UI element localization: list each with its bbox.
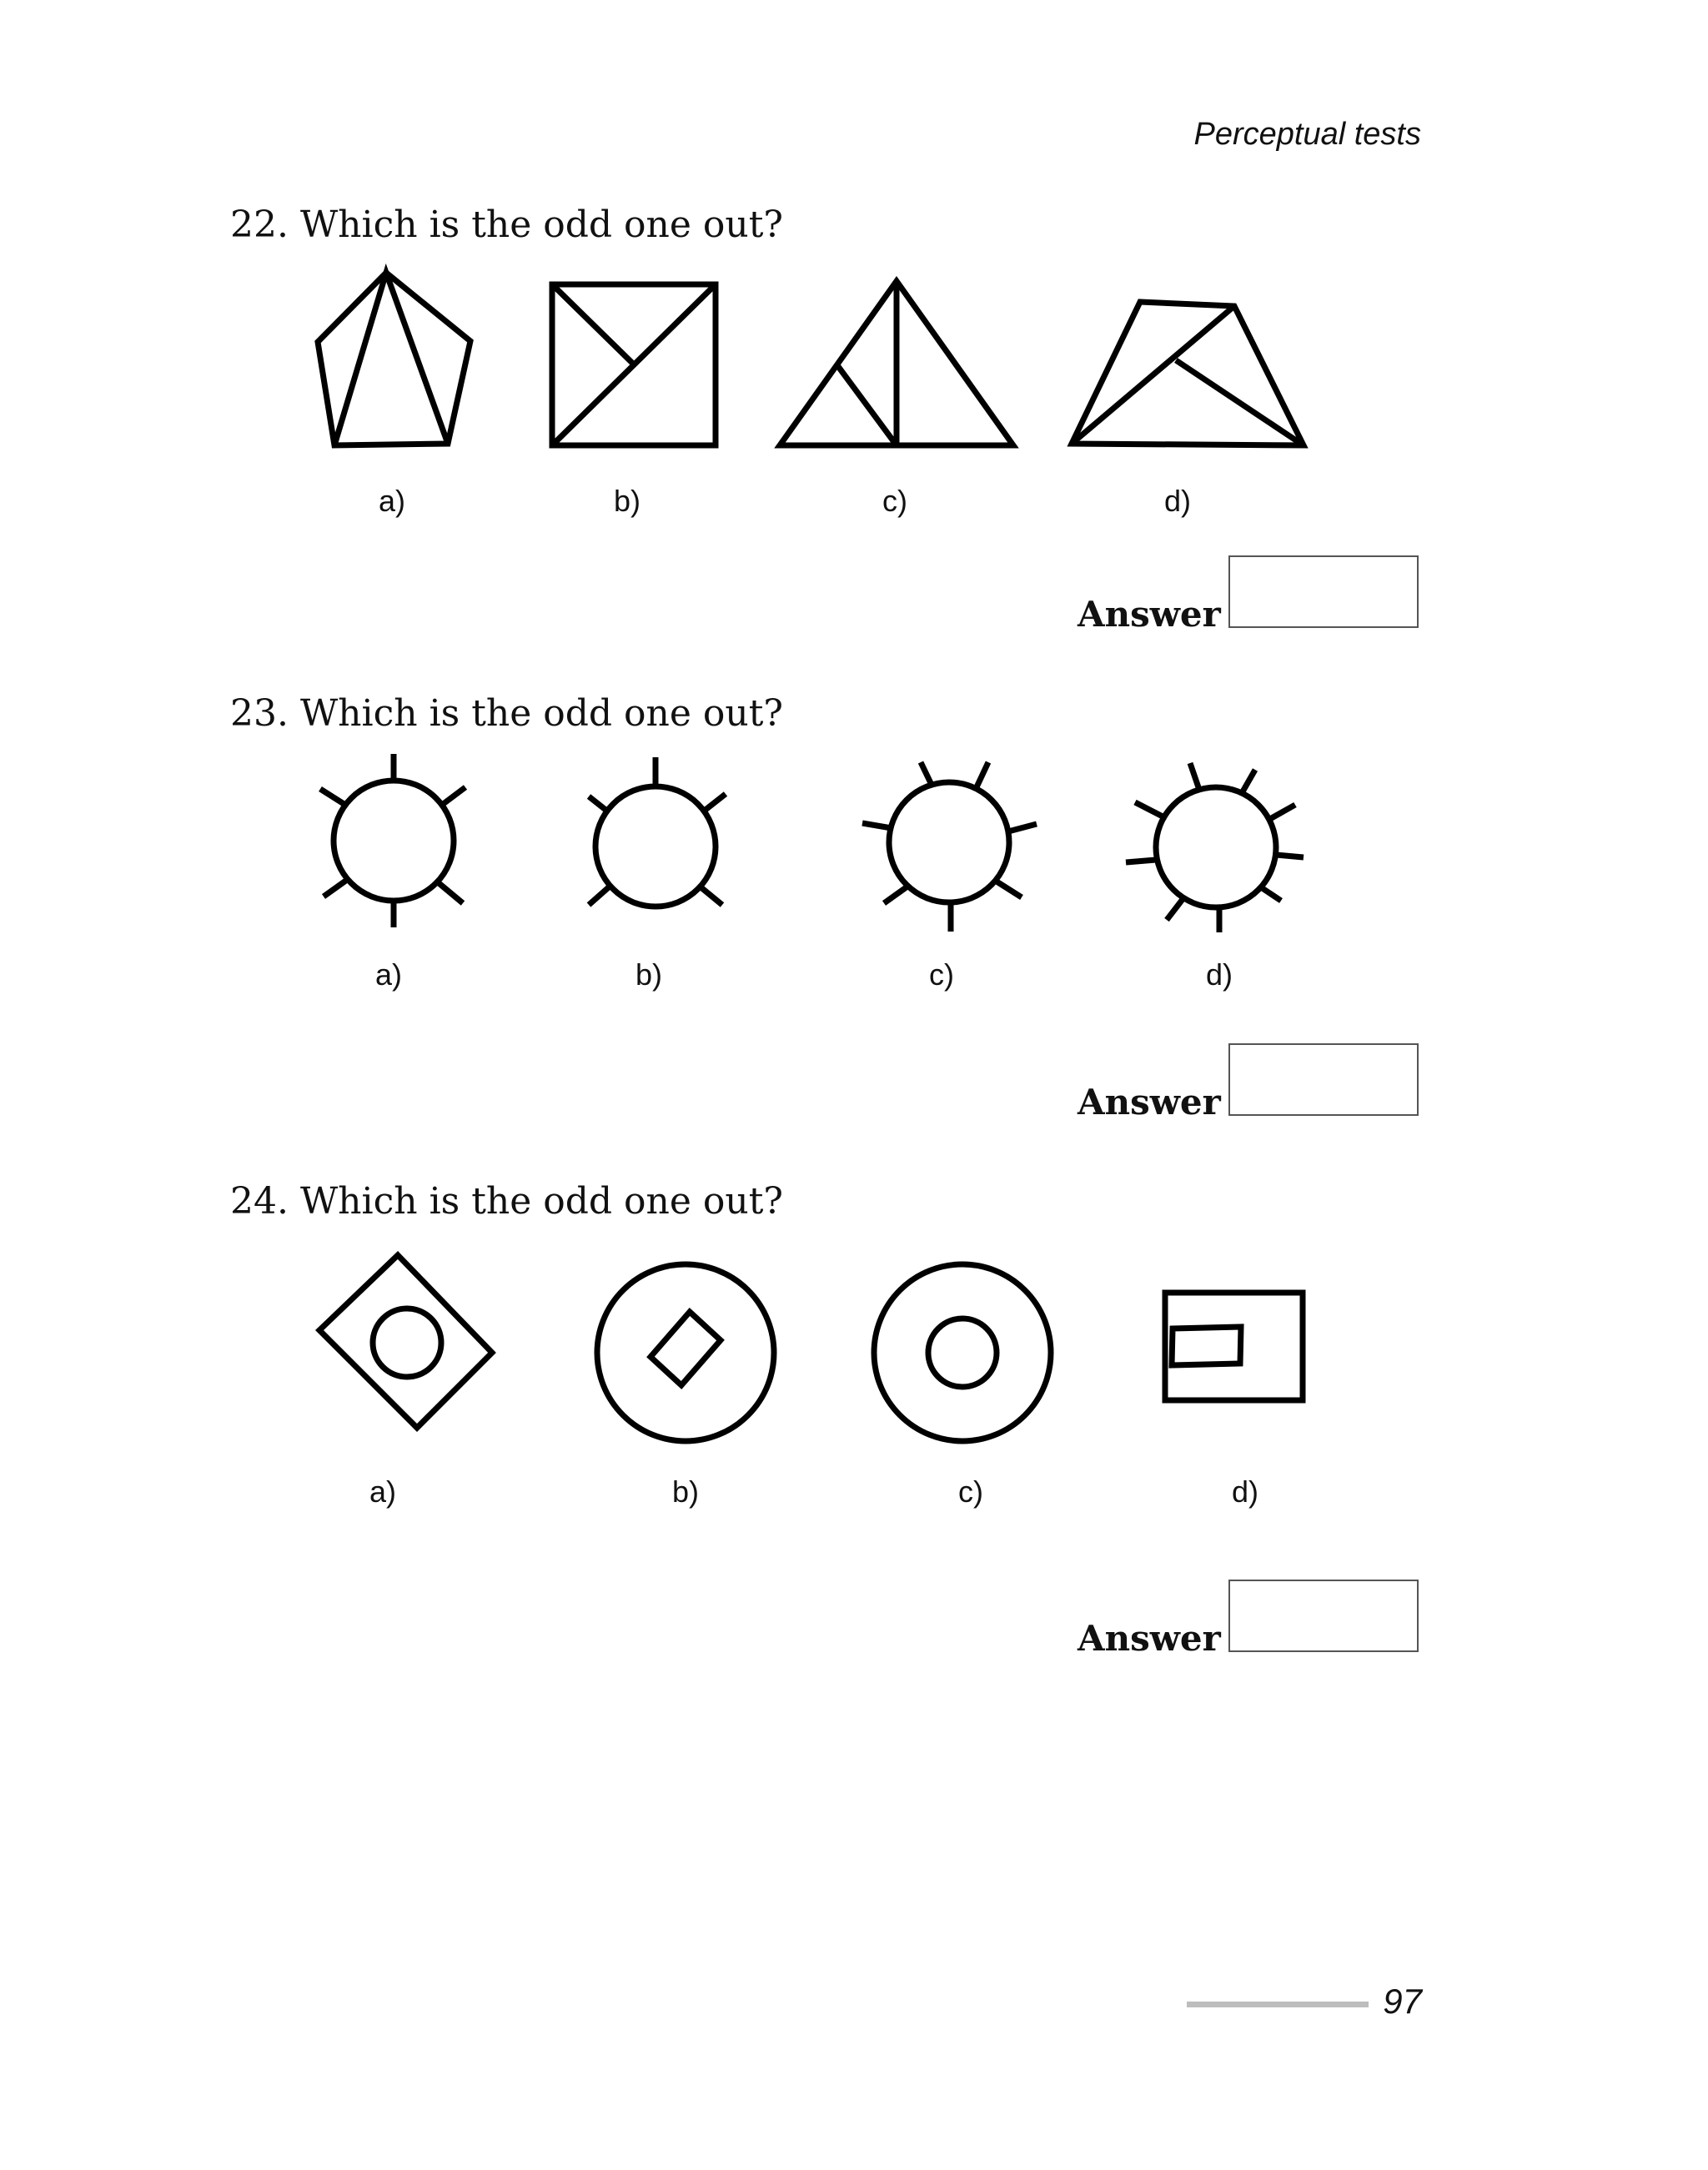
page-number: 97 xyxy=(1383,1982,1422,2021)
q23-option-d-label: d) xyxy=(1205,957,1233,992)
q23-figure-c-sun xyxy=(862,762,1037,932)
q22-answer-box[interactable] xyxy=(1228,555,1419,628)
q23-option-a-label: a) xyxy=(374,957,403,992)
q22-figure-d-trapezoid xyxy=(1072,302,1304,445)
q22-figure-b-square xyxy=(552,284,716,445)
q23-figure-d-sun xyxy=(1126,763,1304,932)
q23-figure-b-sun xyxy=(589,757,726,907)
q24-option-b-label: b) xyxy=(671,1474,700,1509)
q24-figure-a-diamond-with-circle xyxy=(319,1255,492,1428)
q23-option-c-label: c) xyxy=(929,957,954,992)
q23-answer-box[interactable] xyxy=(1228,1043,1419,1116)
q22-answer-label: Answer xyxy=(1078,594,1221,635)
q24-option-c-label: c) xyxy=(958,1474,983,1509)
q24-answer-box[interactable] xyxy=(1228,1580,1419,1652)
q22-figure-a-pentagon xyxy=(318,273,470,445)
q24-figure-d-rectangle-with-rectangle xyxy=(1165,1293,1303,1400)
q23-option-b-label: b) xyxy=(635,957,663,992)
question-24-title: 24. Which is the odd one out? xyxy=(230,1180,784,1223)
q23-figure-a-sun xyxy=(320,754,465,927)
q22-option-c-label: c) xyxy=(882,484,907,518)
section-title: Perceptual tests xyxy=(1193,117,1421,152)
q23-answer-label: Answer xyxy=(1078,1082,1221,1123)
q22-figure-c-triangle xyxy=(780,281,1013,445)
question-23-title: 23. Which is the odd one out? xyxy=(230,692,784,735)
q24-answer-label: Answer xyxy=(1078,1618,1221,1659)
q24-figure-c-double-circle xyxy=(874,1264,1051,1441)
q24-figure-b-circle-with-rectangle xyxy=(597,1264,774,1441)
q22-option-d-label: d) xyxy=(1163,484,1192,518)
q22-option-a-label: a) xyxy=(378,484,406,518)
q22-option-b-label: b) xyxy=(613,484,641,518)
q24-option-a-label: a) xyxy=(369,1474,397,1509)
footer-rule xyxy=(1187,2002,1369,2007)
q24-option-d-label: d) xyxy=(1231,1474,1259,1509)
question-22-title: 22. Which is the odd one out? xyxy=(230,203,784,246)
